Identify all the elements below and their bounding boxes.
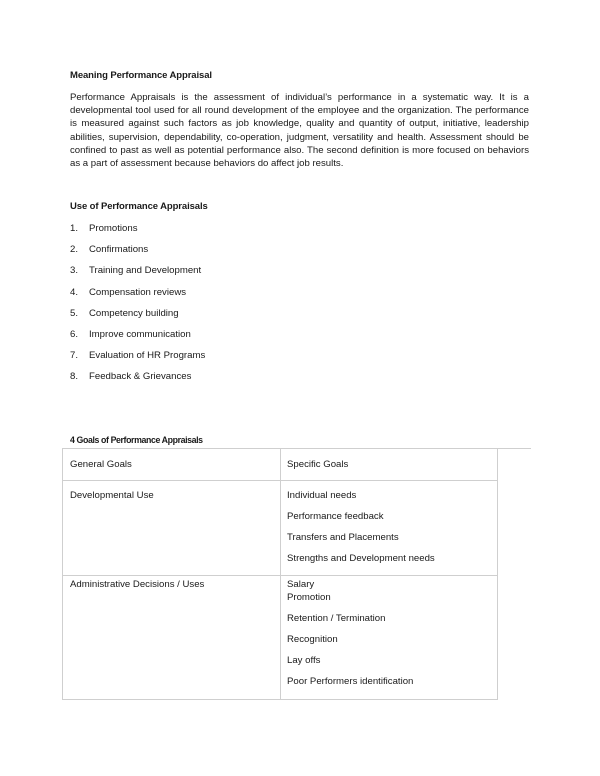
specific-goal: Poor Performers identification	[287, 676, 414, 687]
general-goal-cell: Administrative Decisions / Uses	[70, 579, 205, 590]
list-number: 4.	[70, 286, 79, 298]
list-item	[70, 370, 205, 391]
list-number: 1.	[70, 223, 79, 234]
meaning-paragraph: Performance Appraisals is the assessment of individual’s performance in a systematic way. It is a developmental tool used for all round development of the employee and the organization. The performance is measured against such factors as job knowledge, quality and quantity of output, initiative, leadership abilities, supervision, dependability, co-operation, judgment, versatility and health. Assessment should be confined to past as well as potential performance also. The second definition is more focused on behaviors as a part of assessment because behaviors do affect job results.	[70, 92, 529, 170]
specific-goal: Performance feedback	[287, 511, 384, 522]
list-number: 6.	[70, 328, 79, 340]
column-header-specific: Specific Goals	[287, 459, 349, 470]
list-number: 5.	[70, 307, 79, 319]
list-label: Promotions	[89, 223, 138, 234]
general-goal-cell: Developmental Use	[70, 490, 154, 501]
list-item	[70, 349, 205, 370]
list-label: Confirmations	[89, 244, 149, 256]
specific-goal: Strengths and Development needs	[287, 553, 435, 564]
list-item	[70, 222, 205, 243]
table-border-left	[62, 448, 63, 699]
meaning-heading: Meaning Performance Appraisal	[70, 70, 212, 81]
table-border-middle	[280, 448, 281, 699]
list-item	[70, 307, 205, 328]
list-item	[70, 243, 205, 264]
list-label: Training and Development	[89, 265, 202, 277]
list-number: 2.	[70, 244, 79, 256]
list-item	[70, 328, 205, 349]
list-label: Compensation reviews	[89, 286, 187, 298]
uses-heading: Use of Performance Appraisals	[70, 201, 208, 212]
list-item	[70, 264, 205, 285]
list-number: 8.	[70, 371, 79, 383]
specific-goal: Transfers and Placements	[287, 532, 399, 543]
specific-goal: Salary	[287, 579, 315, 590]
goals-heading: 4 Goals of Performance Appraisals	[70, 435, 203, 445]
table-border-right	[497, 448, 498, 699]
specific-goal: Lay offs	[287, 655, 321, 666]
specific-goal: Retention / Termination	[287, 613, 386, 624]
list-item	[70, 286, 205, 307]
table-row-divider	[62, 575, 498, 576]
list-number: 7.	[70, 350, 79, 362]
specific-goal: Recognition	[287, 634, 338, 645]
specific-goals-cell	[287, 489, 435, 573]
specific-goals-cell	[287, 578, 413, 696]
list-number: 3.	[70, 265, 79, 277]
table-border-top	[62, 448, 531, 449]
uses-list	[70, 222, 205, 392]
specific-goal: Individual needs	[287, 490, 357, 501]
list-label: Improve communication	[89, 328, 191, 340]
column-header-general: General Goals	[70, 459, 132, 470]
list-label: Evaluation of HR Programs	[89, 350, 206, 362]
specific-goal: Promotion	[287, 592, 331, 603]
list-label: Competency building	[89, 307, 179, 319]
list-label: Feedback & Grievances	[89, 371, 192, 383]
table-border-bottom	[62, 699, 498, 700]
table-row-divider	[62, 480, 498, 481]
